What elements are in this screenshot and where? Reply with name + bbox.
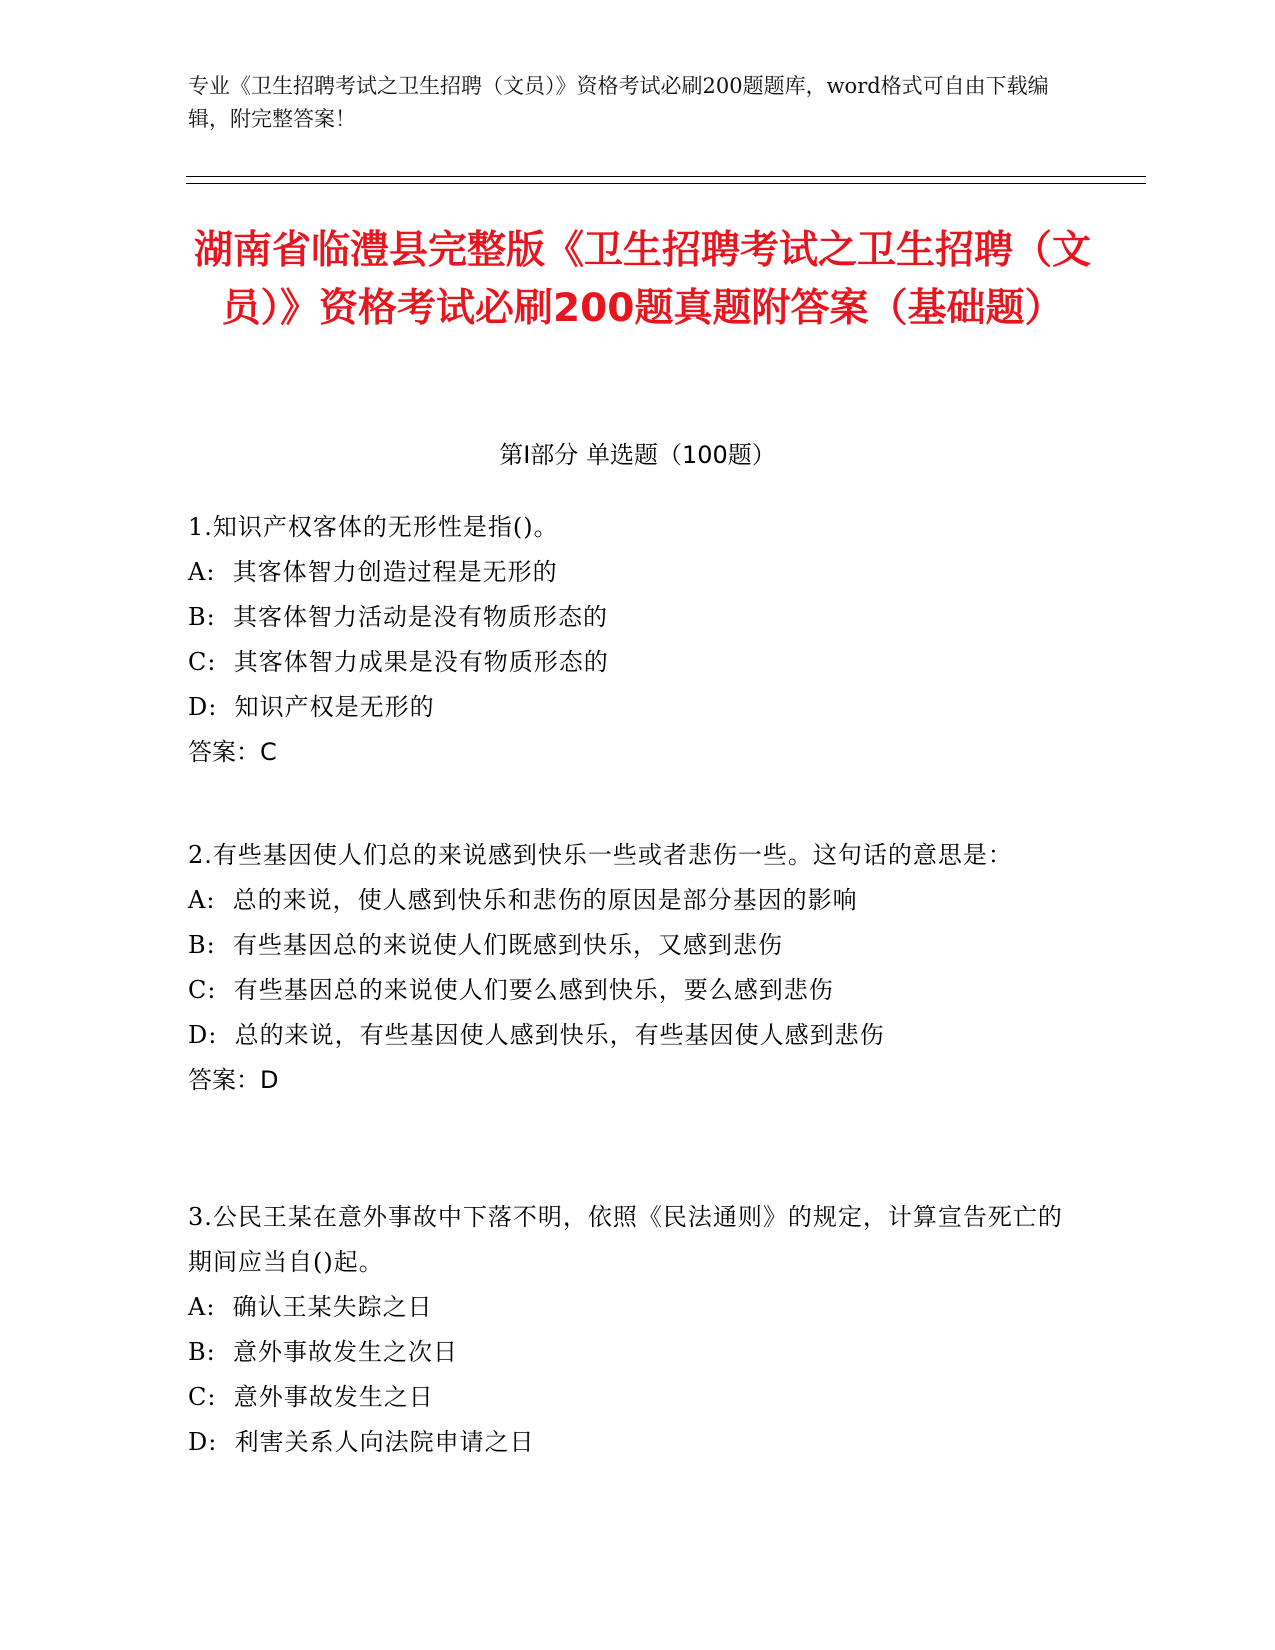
section-heading: 第Ⅰ部分 单选题（100题） xyxy=(499,441,776,469)
option-d: D: 利害关系人向法院申请之日 xyxy=(188,1428,535,1456)
option-c: C: 意外事故发生之日 xyxy=(188,1383,434,1411)
option-b: B: 其客体智力活动是没有物质形态的 xyxy=(188,603,608,631)
option-a: A: 确认王某失踪之日 xyxy=(188,1293,433,1321)
answer: 答案：D xyxy=(188,1066,279,1094)
header-divider-bottom xyxy=(186,183,1146,184)
option-d: D: 知识产权是无形的 xyxy=(188,693,435,721)
option-c: C: 有些基因总的来说使人们要么感到快乐，要么感到悲伤 xyxy=(188,976,834,1004)
question-stem: 3.公民王某在意外事故中下落不明，依照《民法通则》的规定，计算宣告死亡的期间应当自()起。 xyxy=(188,1203,1063,1276)
question-2 xyxy=(188,833,1068,1103)
question-stem: 2.有些基因使人们总的来说感到快乐一些或者悲伤一些。这句话的意思是： xyxy=(188,841,1013,869)
option-c: C: 其客体智力成果是没有物质形态的 xyxy=(188,648,609,676)
option-d: D: 总的来说，有些基因使人感到快乐，有些基因使人感到悲伤 xyxy=(188,1021,885,1049)
option-a: A: 其客体智力创造过程是无形的 xyxy=(188,558,558,586)
answer: 答案：C xyxy=(188,738,277,766)
header-divider-top xyxy=(186,176,1146,177)
question-3 xyxy=(188,1195,1068,1465)
question-stem: 1.知识产权客体的无形性是指()。 xyxy=(188,513,559,541)
header-note: 专业《卫生招聘考试之卫生招聘（文员）》资格考试必刷200题题库，word格式可自由下载编辑，附完整答案！ xyxy=(188,74,1049,131)
option-b: B: 有些基因总的来说使人们既感到快乐，又感到悲伤 xyxy=(188,931,783,959)
option-b: B: 意外事故发生之次日 xyxy=(188,1338,458,1366)
option-a: A: 总的来说，使人感到快乐和悲伤的原因是部分基因的影响 xyxy=(188,886,858,914)
document-title: 湖南省临澧县完整版《卫生招聘考试之卫生招聘（文员）》资格考试必刷200题真题附答案（基础题） xyxy=(193,228,1091,331)
question-1 xyxy=(188,505,1068,775)
